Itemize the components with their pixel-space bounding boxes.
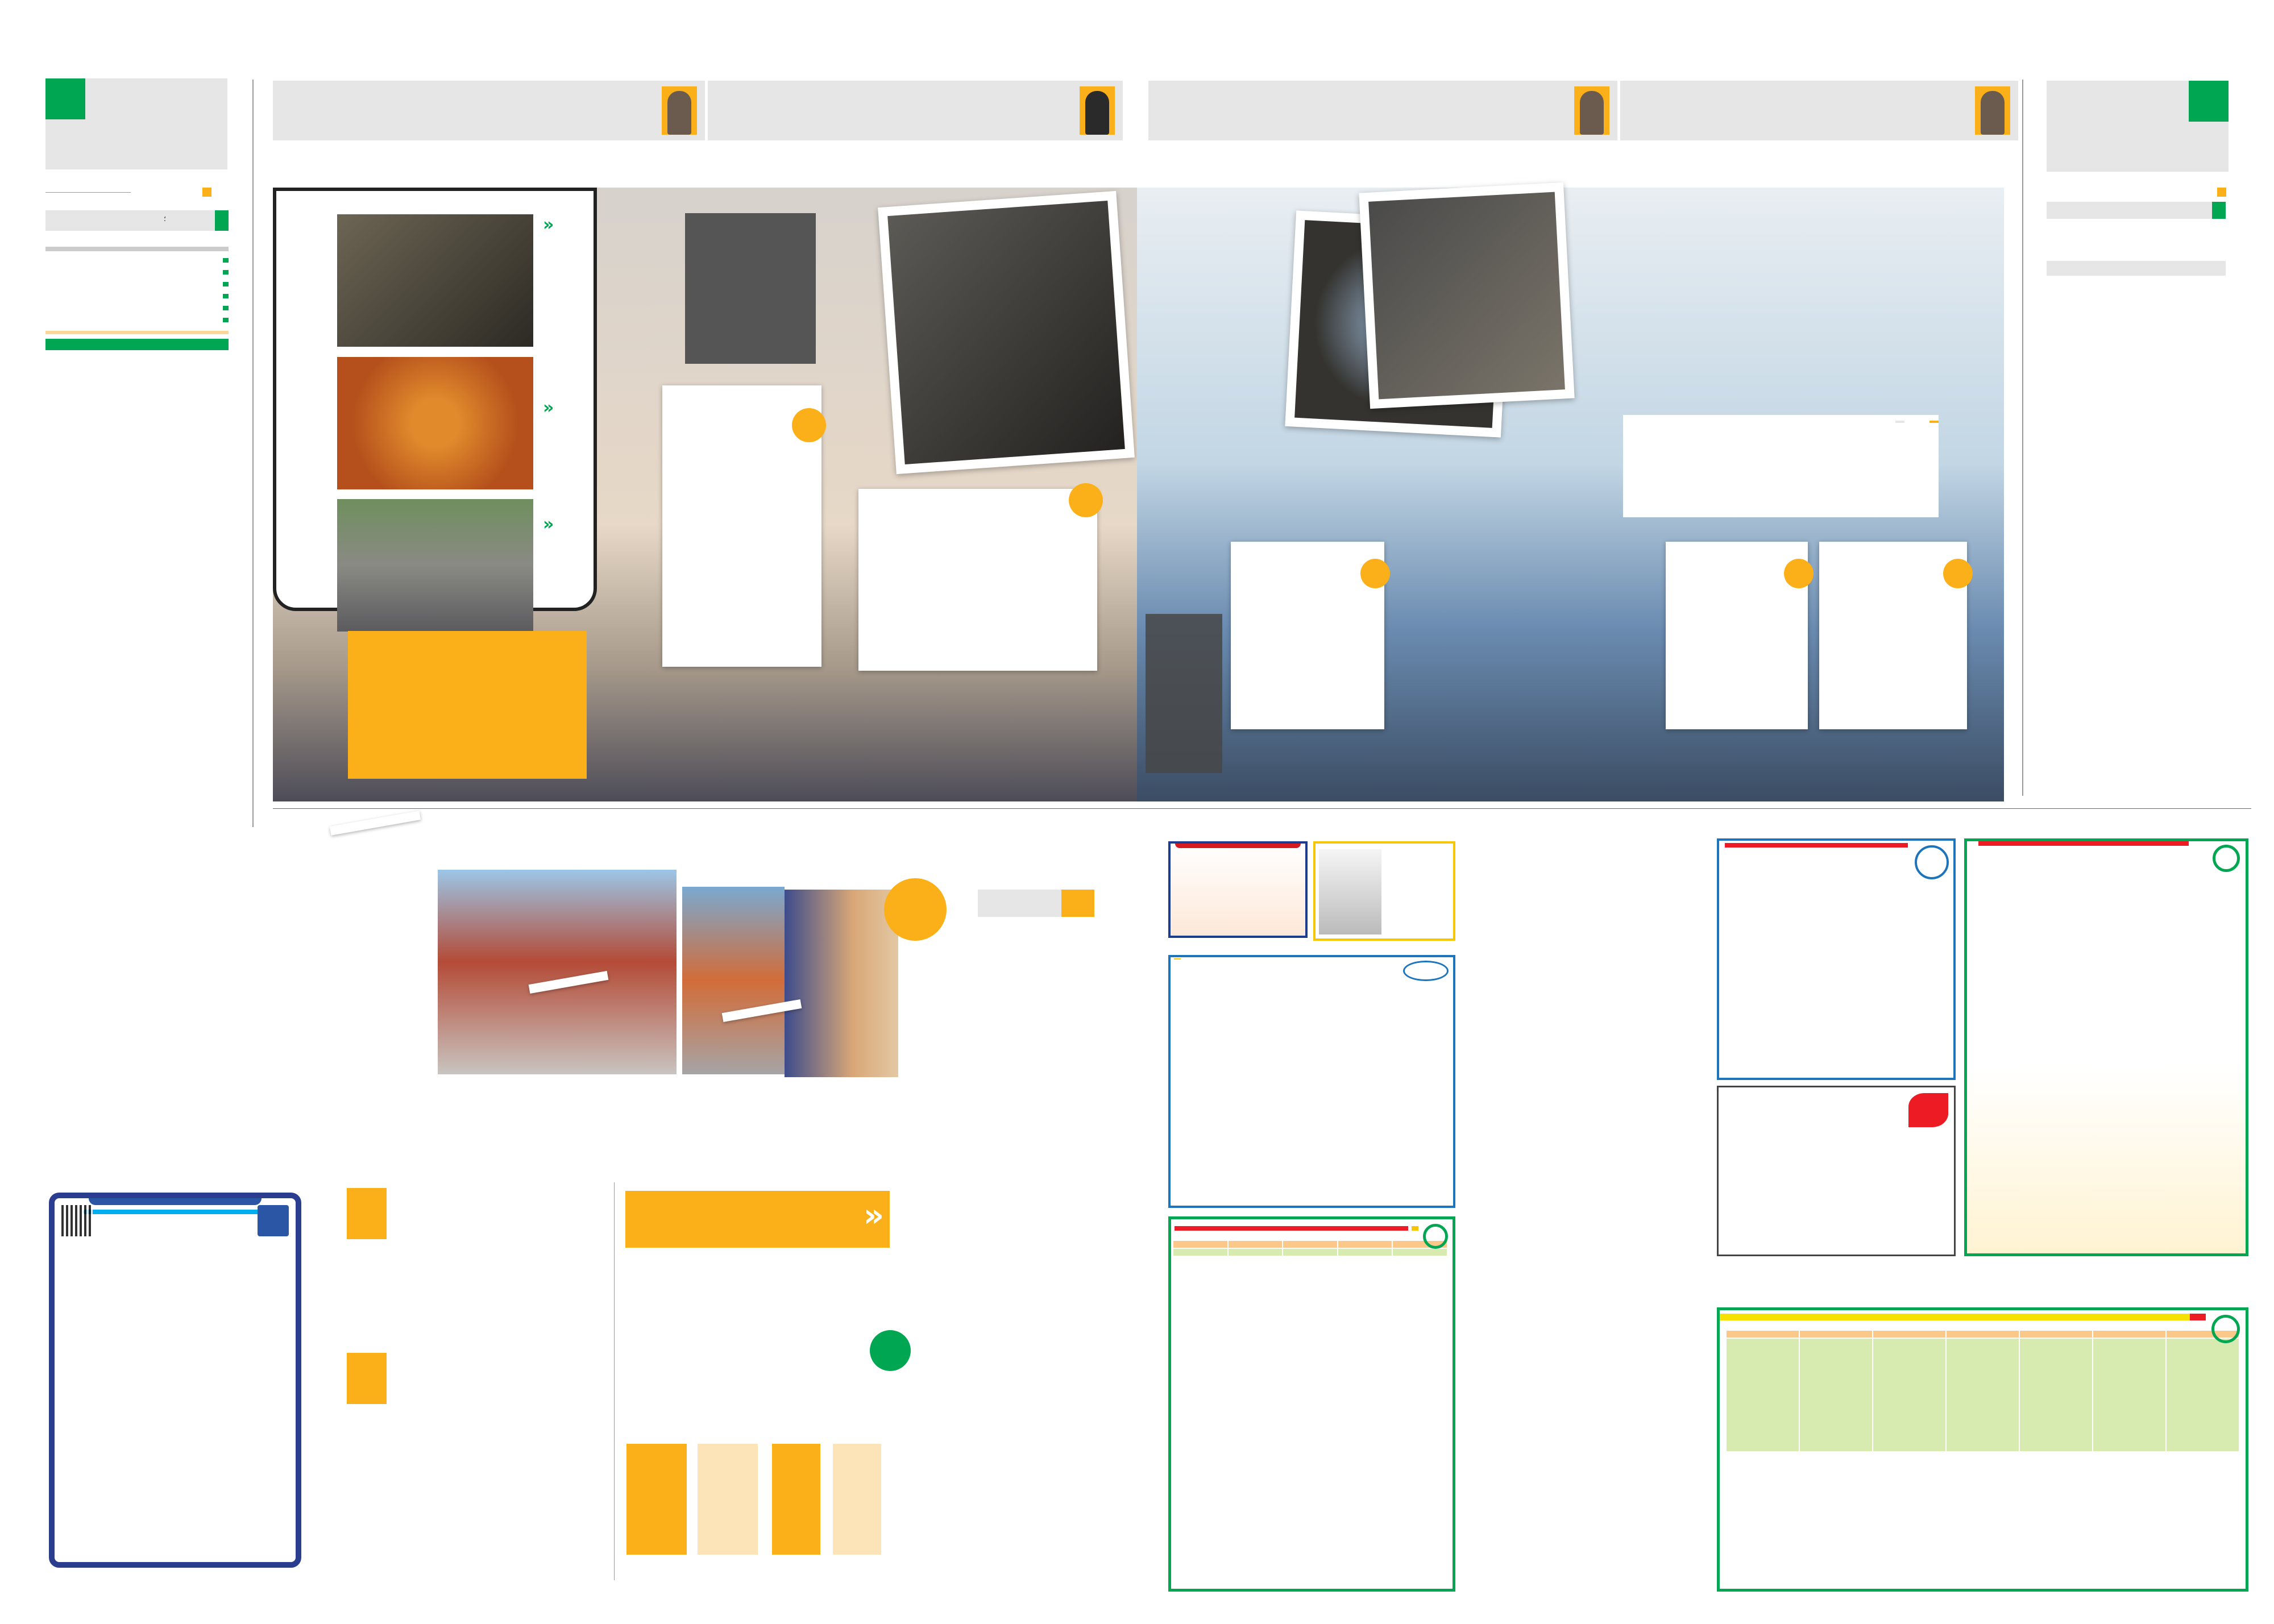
success-box [625,1191,890,1248]
section-label [215,210,229,231]
ad-number [83,1210,267,1214]
side-story-1 [347,1188,597,1239]
author-name [1895,421,1904,423]
children-illustration [1319,849,1381,934]
stat-item [2169,230,2226,240]
story-badge [1943,559,1973,588]
column-divider [2022,80,2023,796]
qr-code-icon [61,1205,93,1236]
story-badge [1360,559,1390,588]
tehran-municipality-logo-icon [2213,845,2240,872]
stat-item [2108,230,2165,240]
tender-table [1725,1330,2240,1452]
ad-title [1978,841,2189,846]
sidebar-quote-box [2047,261,2226,276]
eblaghieh-ad [1964,838,2248,1256]
story-badge [792,408,826,442]
stat-item [2047,245,2226,255]
story-final [662,385,821,667]
photo-sewer-right [878,191,1135,474]
story-1 [1819,542,1967,729]
portrait-photo [347,1188,387,1239]
six-projects-badge [870,1330,911,1371]
stat-box [772,1444,820,1555]
tender-table [1172,1240,1448,1257]
chevron-icon: « [543,398,554,418]
step-item [45,290,229,302]
children-safety-ad [1313,841,1455,941]
masthead-page-15 [45,78,227,169]
divider [1137,808,2251,809]
side-story-2 [347,1353,597,1404]
tehran-municipality-logo-icon [1423,1224,1448,1249]
ad-title [1725,843,1908,848]
section-label [2212,202,2226,219]
naft-pars-ad [1717,1086,1956,1256]
transport-column [45,239,229,356]
stat-box [626,1444,687,1555]
stat-box [833,1444,881,1555]
photo-canal-inspection [337,214,533,347]
portrait-photo [1975,86,2010,135]
section-tag [2047,202,2226,219]
stat-27 [1146,614,1222,773]
photo-mall [438,870,677,1074]
steps-heading [45,247,229,251]
project-label [330,811,421,836]
story-badge [1784,559,1814,588]
quote-box [1148,81,1617,140]
story-2 [1666,542,1808,729]
step-item [45,314,229,326]
ad-conditions [1171,1257,1453,1266]
page-14 [1137,0,2274,1624]
step-item [45,255,229,267]
byline: ؛ [163,215,166,223]
step-item [45,302,229,314]
step-item [45,279,229,290]
masthead-page-14 [2047,81,2229,172]
column-divider [252,80,254,827]
page-number [2189,81,2229,122]
report-tag [1929,421,1939,423]
region1-tender-ad [1168,1216,1455,1592]
portrait-photo [662,86,697,135]
projects-badge [884,878,947,941]
bus-company-logo-icon [1403,961,1449,981]
ad-header [89,1198,262,1205]
ad-badge [1174,958,1181,960]
chevron-icon: « [543,514,554,534]
ad-header [1175,1226,1418,1231]
green-box [45,339,229,350]
tehran-municipality-logo-icon [2211,1315,2240,1343]
company-logo-icon [1915,845,1949,879]
ad-header [1720,1314,2206,1320]
story-badge [1069,483,1103,517]
step-item [45,267,229,279]
sidebar-column [2047,225,2226,276]
portrait-photo [1574,86,1609,135]
chevron-double-icon: « [863,1197,884,1234]
chevron-icon: « [543,215,554,235]
report-tag [978,890,1094,917]
ad-body [1967,846,2246,855]
photo-street-workers [337,499,533,632]
stat-item [2047,230,2103,240]
portrait-photo [347,1353,387,1404]
irankhodro-tender-ad [49,1193,301,1568]
naft-pars-logo-icon [1908,1093,1948,1127]
layout-credit [199,188,211,197]
quote-box [273,81,705,140]
photo-amusement-park [682,887,785,1074]
photo-atieh-hospital [785,890,898,1077]
ad-intro [1171,1231,1453,1240]
ad-intro [1720,1320,2246,1330]
layout-credit [2214,188,2226,197]
feature-intro-box [1623,415,1939,517]
quote-box [1620,81,2018,140]
stat-45 [685,213,816,364]
rain-box [348,631,587,779]
stat-box [698,1444,758,1555]
portrait-photo [1080,86,1115,135]
changes-heading [45,331,229,334]
story-4 [858,489,1097,671]
region4-tender-ad [1717,1307,2248,1592]
page-number [45,78,85,119]
report-tag-label [1061,890,1094,917]
story-3 [1231,542,1384,729]
photo-workers [1359,182,1574,409]
quote-box [708,81,1123,140]
ad-title [1175,844,1301,848]
tender-general-ad [1717,838,1956,1080]
bus-tender-ad [1168,955,1455,1208]
irankhodro-logo-icon [258,1205,289,1236]
ad-body [1171,848,1305,855]
photo-pipe-worker [337,357,533,489]
column-divider [614,1182,615,1580]
divider [273,808,1137,809]
section-tag [45,210,229,231]
divider [45,192,131,193]
auction-ad [1168,841,1308,938]
